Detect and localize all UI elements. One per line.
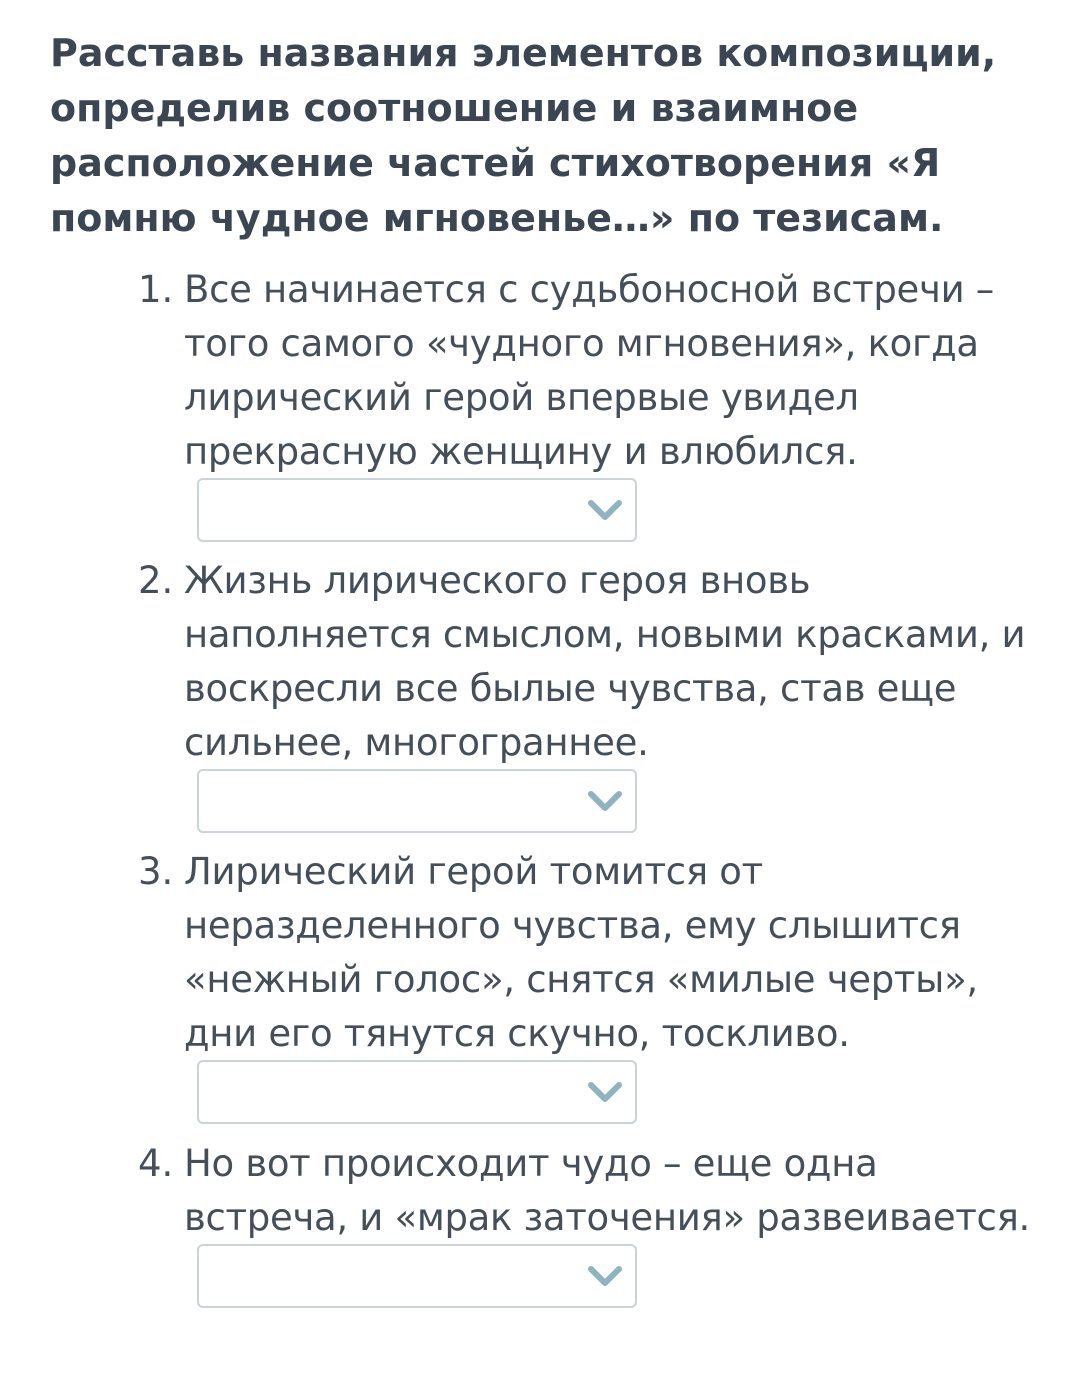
chevron-down-icon: [587, 1263, 623, 1289]
item-text: Все начинается с судьбоносной встречи – того самого «чудного мгновения», когда лирический герой впервые увидел прекрасную женщину и влюбился.: [184, 268, 994, 473]
chevron-down-icon: [587, 1079, 623, 1105]
composition-element-dropdown-2[interactable]: [197, 769, 637, 833]
item-text: Но вот происходит чудо – еще одна встреча, и «мрак заточения» развеивается.: [184, 1142, 1030, 1239]
chevron-down-icon: [587, 788, 623, 814]
item-number: 2.: [138, 559, 174, 602]
composition-element-dropdown-4[interactable]: [197, 1244, 637, 1308]
question-title: Расставь названия элементов композиции, определив соотношение и взаимное расположение частей стихотворения «Я помню чудное мгновенье…» по тезисам.: [50, 31, 997, 240]
item-number: 1.: [138, 268, 174, 311]
item-number: 3.: [138, 850, 174, 893]
composition-element-dropdown-1[interactable]: [197, 478, 637, 542]
item-number: 4.: [138, 1142, 174, 1185]
composition-element-dropdown-3[interactable]: [197, 1060, 637, 1124]
chevron-down-icon: [587, 497, 623, 523]
item-text: Жизнь лирического героя вновь наполняется смыслом, новыми красками, и воскресли все былые чувства, став еще сильнее, многограннее.: [184, 559, 1026, 764]
item-text: Лирический герой томится от неразделенного чувства, ему слышится «нежный голос», снятся «милые черты», дни его тянутся скучно, тоскливо.: [184, 850, 978, 1055]
